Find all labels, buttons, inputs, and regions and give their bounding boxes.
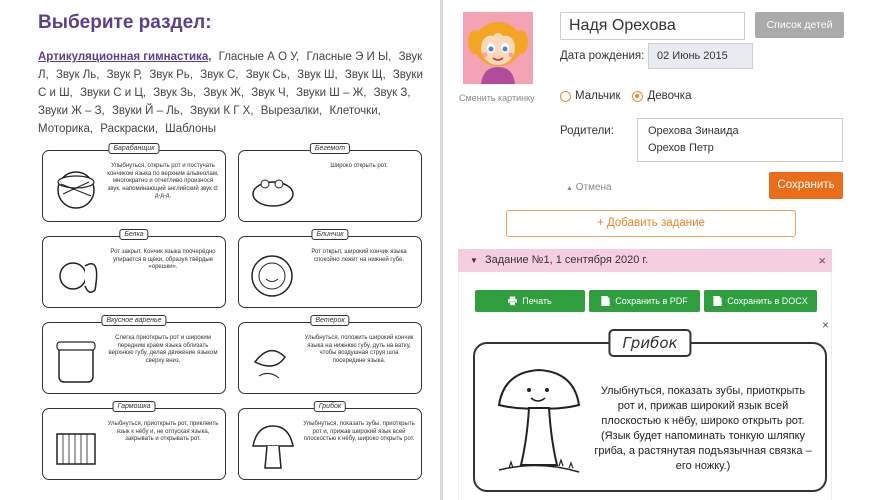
topic-link[interactable]: Звук З,: [373, 87, 411, 99]
topic-link[interactable]: Раскраски,: [100, 123, 158, 135]
exercise-card-text: Улыбнуться, открыть рот и постучать кончиком языка по верхним альвеолам, многократно и отчетливо произнося звук, напоминающий английский звук d: д-д-д.: [107, 163, 219, 199]
add-task-button[interactable]: + Добавить задание: [506, 210, 796, 237]
gender-radio-group: [560, 90, 691, 102]
exercise-card[interactable]: [238, 231, 422, 308]
children-list-button[interactable]: Список детей: [755, 12, 844, 38]
section-title: Выберите раздел:: [38, 12, 212, 33]
exercise-illustration-icon: [49, 160, 103, 216]
girl-avatar-icon: [463, 12, 533, 84]
close-icon[interactable]: ×: [818, 253, 826, 268]
task-actions: [475, 290, 817, 312]
printer-icon: [508, 296, 517, 306]
dob-field[interactable]: 02 Июнь 2015: [648, 43, 753, 69]
parents-textarea[interactable]: [637, 118, 843, 162]
save-pdf-label: Сохранить в PDF: [615, 296, 688, 306]
exercise-card-title: Блинчик: [311, 229, 348, 240]
topic-link[interactable]: Звук Щ,: [344, 69, 386, 81]
radio-icon: [560, 91, 571, 102]
topic-link[interactable]: Звуки С и Ш,: [38, 69, 423, 99]
exercise-card-text: Улыбнуться, положить широкий кончик языка на нижнюю губу, дуть на ватку, чтобы воздушная струя шла посередине языка.: [304, 335, 414, 364]
parent-line: Орехова Зинаида: [648, 125, 739, 137]
child-avatar[interactable]: [463, 12, 533, 84]
topic-link[interactable]: Звук Рь,: [149, 69, 193, 81]
parents-label: Родители:: [560, 125, 614, 137]
exercise-card-large: [473, 334, 827, 492]
exercise-card[interactable]: [238, 317, 422, 394]
exercise-card-title: Грибок: [314, 401, 346, 412]
exercise-illustration-icon: [245, 246, 299, 302]
caret-down-icon: ▼: [470, 256, 478, 265]
topic-link[interactable]: Звуки К Г Х,: [190, 105, 254, 117]
save-docx-label: Сохранить в DOCX: [727, 296, 808, 306]
exercise-card-text: Рот закрыт. Кончик языка поочерёдно упирается в щёки, образуя твёрдые «орешки».: [110, 249, 216, 270]
gender-radio-boy[interactable]: [560, 90, 620, 102]
topic-link[interactable]: Звук Сь,: [245, 69, 290, 81]
radio-label: Мальчик: [575, 90, 621, 102]
exercise-card-title: Барабанщик: [108, 143, 159, 154]
topic-link[interactable]: Клеточки,: [329, 105, 381, 117]
topic-link[interactable]: Звук Ш,: [297, 69, 338, 81]
topic-link[interactable]: Вырезалки,: [260, 105, 323, 117]
exercise-illustration-icon: [49, 332, 103, 388]
cancel-link[interactable]: [566, 182, 612, 193]
topic-link[interactable]: Звуки С и Ц,: [80, 87, 147, 99]
exercise-card-text: Улыбнуться, показать зубы, приоткрыть рот и, прижав широкий язык всей плоскостью к нёбу, широко открыть рот.: [303, 421, 415, 442]
topic-link[interactable]: Моторика,: [38, 123, 94, 135]
exercise-card-text: Улыбнуться, приоткрыть рот, приклеить язык к нёбу и, не отпуская языка, закрывать и открывать рот.: [107, 421, 219, 442]
exercise-card[interactable]: [238, 145, 422, 222]
right-panel: [443, 0, 880, 500]
cancel-label: Отмена: [575, 182, 612, 193]
radio-icon: [632, 91, 643, 102]
topic-list: [38, 48, 423, 138]
file-icon: [713, 296, 722, 306]
save-pdf-button[interactable]: [589, 290, 700, 312]
task-header-label: Задание №1, 1 сентября 2020 г.: [484, 254, 649, 266]
exercise-card[interactable]: [42, 317, 226, 394]
print-button[interactable]: [475, 290, 585, 312]
task-body: [458, 272, 832, 500]
exercise-illustration-icon: [245, 160, 299, 216]
save-button[interactable]: Сохранить: [769, 172, 843, 199]
exercise-card-title: Белка: [119, 229, 148, 240]
caret-up-icon: ▲: [566, 185, 573, 192]
exercise-illustration-icon: [49, 246, 103, 302]
exercise-card-title: Ветерок: [310, 315, 349, 326]
exercise-card-title: Вкусное варенье: [101, 315, 166, 326]
exercise-card[interactable]: [42, 403, 226, 480]
topic-link[interactable]: Гласные Э И Ы,: [306, 51, 392, 63]
gender-radio-girl[interactable]: [632, 90, 691, 102]
topic-link[interactable]: Гласные А О У,: [218, 51, 300, 63]
file-icon: [601, 296, 610, 306]
exercise-card[interactable]: [42, 145, 226, 222]
save-docx-button[interactable]: [704, 290, 817, 312]
parent-line: Орехов Петр: [648, 142, 714, 154]
exercise-illustration-icon: [245, 418, 299, 474]
topic-link[interactable]: Звуки Ш – Ж,: [296, 87, 367, 99]
exercise-card-text: Улыбнуться, показать зубы, приоткрыть рот и, прижав широкий язык всей плоскостью к нёбу, широко открыть рот. (Язык будет напоминать тонкую шляпку гриба, а растянутая подъязычная связка – его ножку.): [594, 385, 812, 472]
topic-link[interactable]: Звуки Й – Ль,: [111, 105, 183, 117]
child-name-input[interactable]: [560, 12, 745, 40]
exercise-illustration-icon: [245, 332, 299, 388]
mushroom-icon: [489, 360, 589, 484]
change-picture-link[interactable]: Сменить картинку: [459, 93, 535, 103]
topic-link[interactable]: Звук Р,: [106, 69, 143, 81]
exercise-card[interactable]: [42, 231, 226, 308]
topic-link[interactable]: Звук Ж,: [203, 87, 245, 99]
topic-link[interactable]: Звук С,: [200, 69, 239, 81]
exercise-card-title: Бегемот: [310, 143, 350, 154]
close-icon[interactable]: ×: [821, 318, 829, 332]
exercise-card-title: Гармошка: [113, 401, 156, 412]
task-header[interactable]: [458, 249, 832, 272]
dob-label: Дата рождения:: [560, 50, 645, 62]
topic-link[interactable]: Шаблоны: [165, 123, 217, 135]
topic-link[interactable]: Звук Ль,: [55, 69, 100, 81]
print-label: Печать: [522, 296, 552, 306]
topic-link[interactable]: Звуки Ж – З,: [38, 105, 105, 117]
topic-link[interactable]: Звук Зь,: [153, 87, 197, 99]
exercise-card[interactable]: [238, 403, 422, 480]
exercise-card-title: Грибок: [608, 329, 691, 357]
exercise-card-text: Широко открыть рот.: [330, 163, 388, 169]
exercise-card-text: Рот открыт, широкий кончик языка спокойно лежит на нижней губе.: [311, 249, 407, 263]
topic-link[interactable]: Звук Ч,: [251, 87, 289, 99]
radio-label: Девочка: [647, 90, 692, 102]
exercise-card-text: Слегка приоткрыть рот и широким передним краем языка облизать верхнюю губу, делая движение языком сверху вниз.: [108, 335, 218, 364]
topic-link[interactable]: Артикуляционная гимнастика,: [38, 51, 212, 63]
exercise-illustration-icon: [49, 418, 103, 474]
topic-link[interactable]: Звук Л,: [38, 51, 423, 81]
